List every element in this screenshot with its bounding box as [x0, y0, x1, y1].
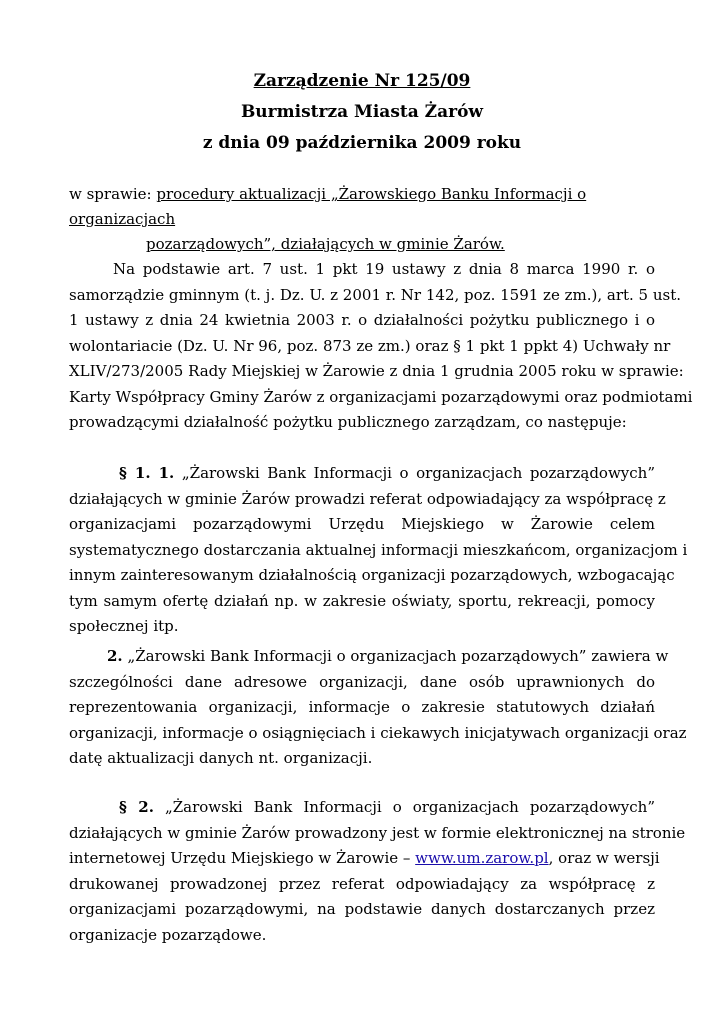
section-1-point-2-line: reprezentowania organizacji, informacje o zakresie statutowych działań: [69, 698, 655, 716]
section-2: [69, 795, 686, 948]
section-1-point-2-line: szczególności dane adresowe organizacji, dane osób uprawnionych do: [69, 672, 655, 691]
document-issuer: Burmistrza Miasta Żarów: [240, 102, 484, 122]
document-date: z dnia 09 października 2009 roku: [202, 133, 522, 153]
section-1-point-1-first: „Żarowski Bank Informacji o organizacjach pozarządowych”: [181, 464, 655, 482]
section-1-line: organizacjami pozarządowymi Urzędu Miejskiego w Żarowie celem: [69, 515, 655, 533]
preamble-line: samorządzie gminnym (t. j. Dz. U. z 2001 r. Nr 142, poz. 1591 ze zm.), art. 5 ust.: [69, 285, 682, 304]
section-1-line: innym zainteresowanym działalnością organizacji pozarządowych, wzbogacając: [69, 566, 675, 584]
preamble-paragraph: [69, 257, 693, 436]
preamble-line: prowadzącymi działalność pożytku publicznego zarządzam, co następuje:: [69, 413, 627, 431]
preamble-line: wolontariacie (Dz. U. Nr 96, poz. 873 ze zm.) oraz § 1 pkt 1 ppkt 4) Uchwały nr: [69, 336, 671, 355]
section-1-line: społecznej itp.: [69, 617, 179, 635]
section-1-point-2-line: datę aktualizacji danych nt. organizacji.: [69, 749, 373, 767]
section-2-line: organizacje pozarządowe.: [69, 925, 267, 944]
section-1-point-2-first: „Żarowski Bank Informacji o organizacjach pozarządowych” zawiera w: [127, 647, 669, 665]
website-link[interactable]: www.um.zarow.pl: [415, 849, 549, 867]
preamble-line: XLIV/273/2005 Rady Miejskiej w Żarowie z dnia 1 grudnia 2005 roku w sprawie:: [69, 362, 684, 380]
section-1-point-2-marker: 2.: [107, 647, 123, 665]
preamble-line: Na podstawie art. 7 ust. 1 pkt 19 ustawy z dnia 8 marca 1990 r. o: [113, 260, 655, 278]
section-2-line: działających w gminie Żarów prowadzony jest w formie elektronicznej na stronie: [69, 823, 686, 842]
preamble-line: Karty Współpracy Gminy Żarów z organizacjami pozarządowymi oraz podmiotami: [69, 387, 693, 406]
subject-line-1: procedury aktualizacji „Żarowskiego Banku Informacji o organizacjach: [69, 185, 587, 228]
section-1-line: systematycznego dostarczania aktualnej informacji mieszkańcom, organizacjom i: [69, 540, 688, 559]
section-2-line: organizacjami pozarządowymi, na podstawie danych dostarczanych przez: [69, 900, 655, 918]
subject-line-2: pozarządowych”, działających w gminie Żarów.: [146, 235, 505, 253]
document-title: Zarządzenie Nr 125/09: [253, 71, 471, 91]
preamble-line: 1 ustawy z dnia 24 kwietnia 2003 r. o działalności pożytku publicznego i o: [69, 311, 655, 329]
document-header: [0, 66, 724, 159]
section-1-line: tym samym ofertę działań np. w zakresie oświaty, sportu, rekreacji, pomocy: [69, 591, 655, 610]
subject-label: w sprawie:: [69, 185, 157, 203]
section-2-line-3-end: , oraz w wersji: [548, 849, 660, 867]
section-2-first: „Żarowski Bank Informacji o organizacjach pozarządowych”: [164, 798, 655, 816]
section-1-line: działających w gminie Żarów prowadzi referat odpowiadający za współpracę z: [69, 489, 666, 508]
section-1-marker: § 1. 1.: [119, 464, 175, 482]
section-1-point-1: [69, 461, 688, 640]
section-1-point-2-line: organizacji, informacje o osiągnięciach i ciekawych inicjatywach organizacji oraz: [69, 723, 687, 742]
section-1-point-2: [69, 644, 687, 772]
section-2-marker: § 2.: [119, 798, 154, 816]
subject-block: [69, 182, 669, 257]
section-2-line: drukowanej prowadzonej przez referat odpowiadający za współpracę z: [69, 874, 655, 893]
section-2-line-3-start: internetowej Urzędu Miejskiego w Żarowie –: [69, 849, 416, 867]
